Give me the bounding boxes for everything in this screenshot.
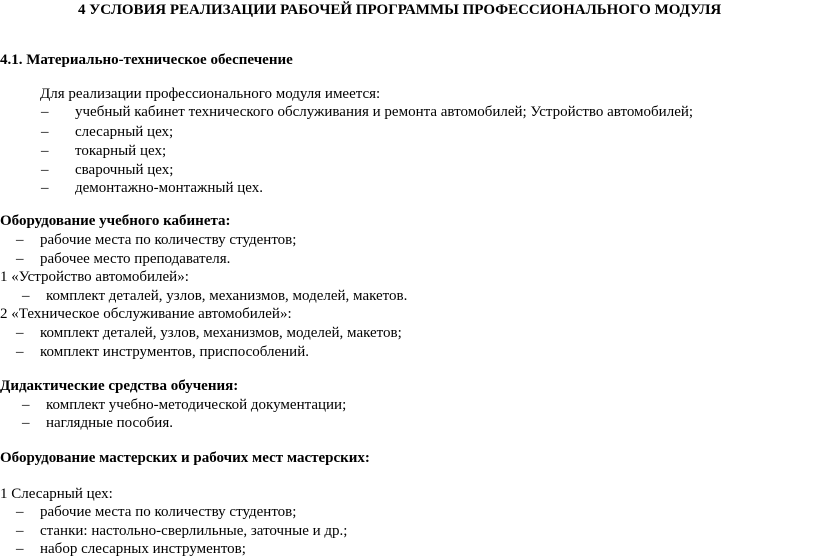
list-item: демонтажно-монтажный цех. (75, 180, 263, 196)
list-item: комплект учебно-методической документации; (46, 397, 347, 413)
list-dash: – (16, 344, 24, 360)
list-item: сварочный цех; (75, 162, 174, 178)
subsection-title: 1 Слесарный цех: (0, 486, 113, 502)
list-item: рабочие места по количеству студентов; (40, 504, 297, 520)
subsection-title: 2 «Техническое обслуживание автомобилей»: (0, 306, 292, 322)
list-dash: – (16, 251, 24, 267)
list-dash: – (22, 415, 30, 431)
list-dash: – (41, 104, 49, 120)
list-dash: – (41, 180, 49, 196)
list-item: комплект деталей, узлов, механизмов, моделей, макетов; (40, 325, 402, 341)
list-item: комплект инструментов, приспособлений. (40, 344, 309, 360)
list-item: рабочее место преподавателя. (40, 251, 231, 267)
list-dash: – (16, 541, 24, 557)
list-item: рабочие места по количеству студентов; (40, 232, 297, 248)
list-dash: – (16, 325, 24, 341)
didactic-heading: Дидактические средства обучения: (0, 378, 239, 394)
list-dash: – (41, 162, 49, 178)
page-title: 4 УСЛОВИЯ РЕАЛИЗАЦИИ РАБОЧЕЙ ПРОГРАММЫ ПРОФЕССИОНАЛЬНОГО МОДУЛЯ (78, 2, 722, 18)
list-item: комплект деталей, узлов, механизмов, моделей, макетов. (46, 288, 408, 304)
section-intro: Для реализации профессионального модуля имеется: (40, 86, 381, 102)
list-dash: – (22, 288, 30, 304)
list-dash: – (41, 143, 49, 159)
workshops-heading: Оборудование мастерских и рабочих мест мастерских: (0, 450, 370, 466)
list-dash: – (16, 232, 24, 248)
section-heading-4-1: 4.1. Материально-техническое обеспечение (0, 52, 293, 68)
list-item: учебный кабинет технического обслуживания и ремонта автомобилей; Устройство автомобилей; (75, 104, 694, 120)
list-item: токарный цех; (75, 143, 167, 159)
list-dash: – (41, 124, 49, 140)
list-dash: – (16, 523, 24, 539)
classroom-equipment-heading: Оборудование учебного кабинета: (0, 213, 231, 229)
list-item: слесарный цех; (75, 124, 174, 140)
subsection-title: 1 «Устройство автомобилей»: (0, 269, 189, 285)
list-item: наглядные пособия. (46, 415, 173, 431)
list-item: станки: настольно-сверлильные, заточные и др.; (40, 523, 348, 539)
list-item: набор слесарных инструментов; (40, 541, 246, 557)
list-dash: – (16, 504, 24, 520)
list-dash: – (22, 397, 30, 413)
